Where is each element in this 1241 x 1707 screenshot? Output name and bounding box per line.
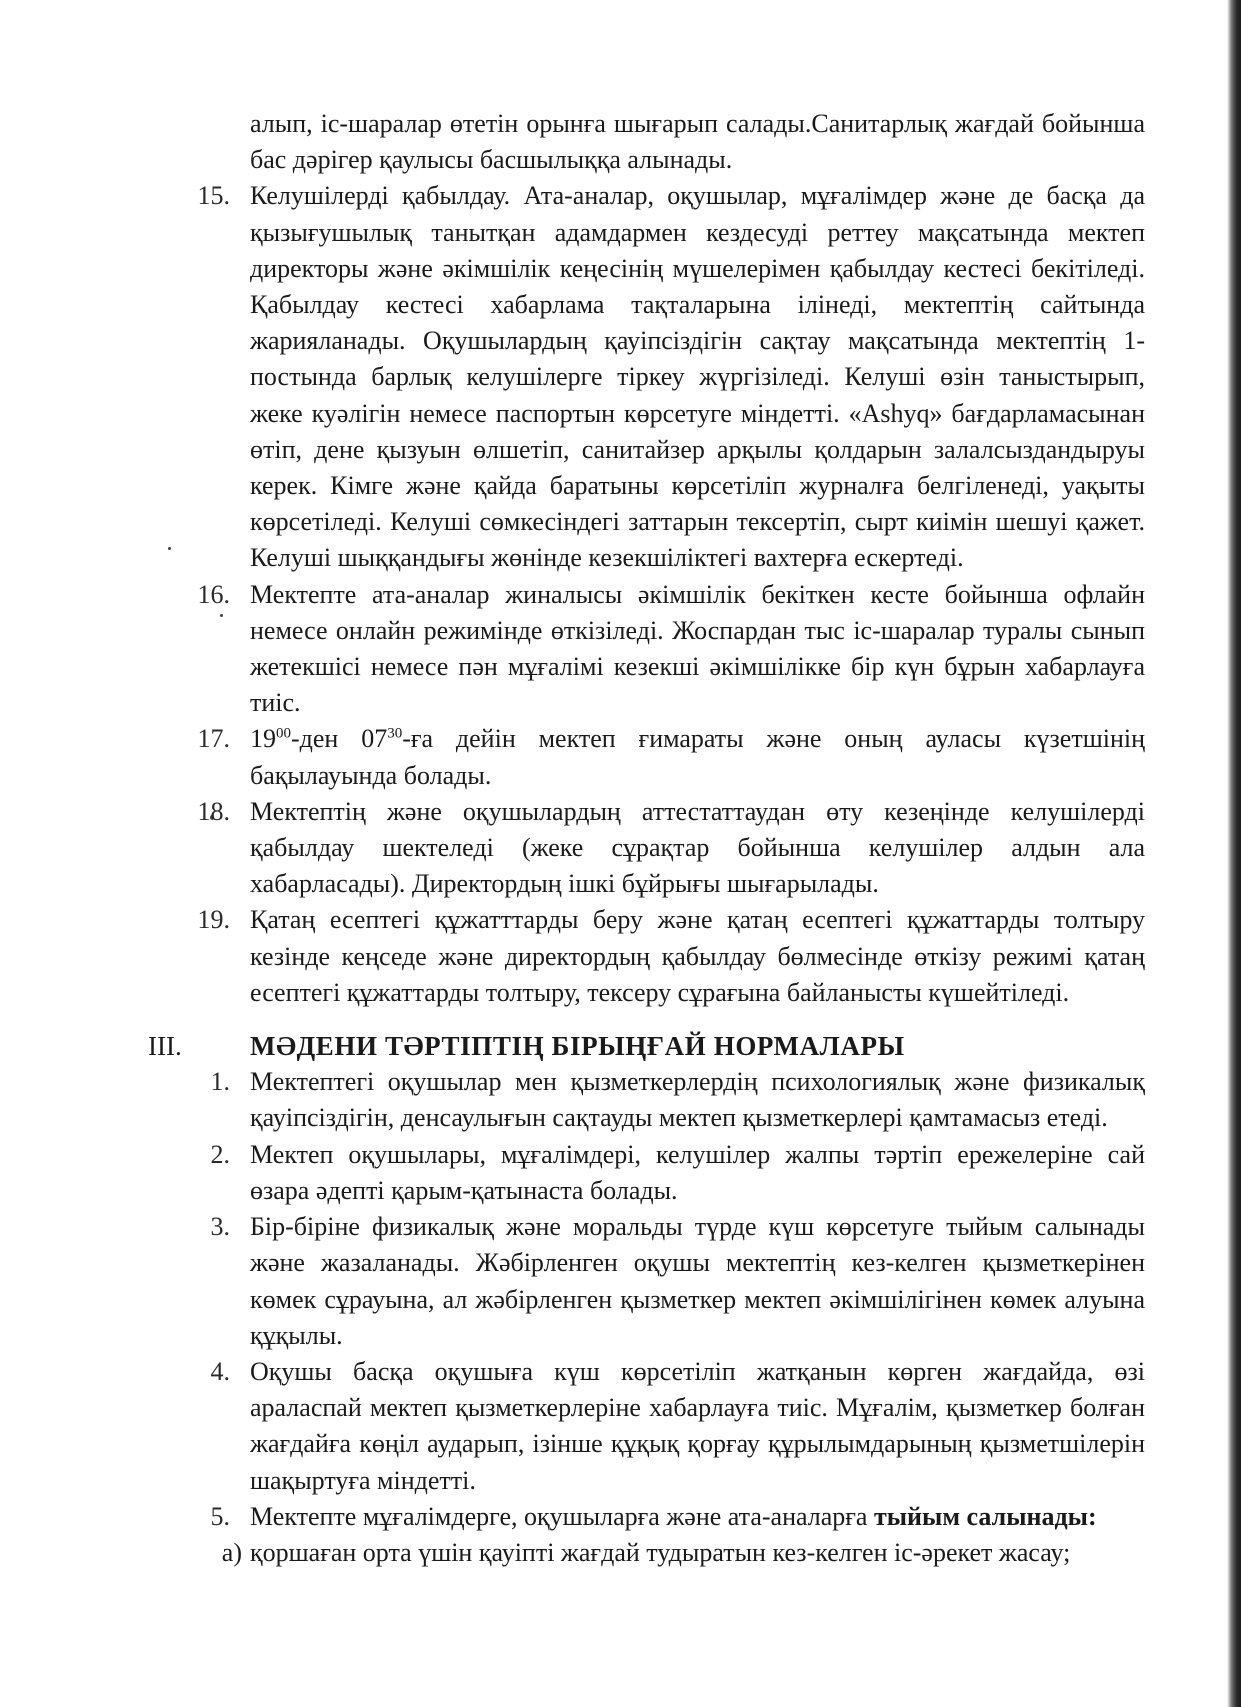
- item-text: [250, 1499, 1145, 1535]
- item-text: Оқушы басқа оқушыға күш көрсетіліп жатқанын көрген жағдайда, өзі араласпай мектеп қызметкерлеріне хабарлауға тиіс. Мұғалім, қызметкер болған жағдайға көңіл аударып, ізінше құқық қорғау құрылымдарының қызметшілерін шақыртуға міндетті.: [250, 1356, 1145, 1495]
- item-text: Қатаң есептегі құжатттарды беру және қатаң есептегі құжаттарды толтыру кезінде кеңседе және директордың қабылдау бөлмесінде өткізу режимі қатаң есептегі құжаттарды толтыру, тексеру сұрағына байланысты күшейтіледі.: [250, 905, 1145, 1007]
- scan-edge: [1227, 0, 1241, 1707]
- item-text: Бір-біріне физикалық және моральды түрде күш көрсетуге тыйым салынады және жазаланады. Жәбірленген оқушы мектептің кез-келген қызметкерінен көмек сұрауына, ал жәбірленген қызметкер мектеп әкімшілігінен көмек алуына құқылы.: [250, 1212, 1145, 1350]
- list-item-5: [160, 1499, 1145, 1535]
- time-start: 19: [250, 724, 276, 754]
- item-text: Мектептегі оқушылар мен қызметкерлердің психологиялық және физикалық қауіпсіздігін, денсаулығын сақтауды мектеп қызметкерлері қамтамасыз етеді.: [250, 1067, 1145, 1133]
- list-item-15: [160, 178, 1145, 576]
- list-item-2: [160, 1137, 1145, 1209]
- item-number: 16.: [197, 579, 230, 609]
- time-middle: -ден 07: [291, 724, 388, 754]
- item-5-bold-text: тыйым салынады:: [873, 1501, 1097, 1531]
- item-number: 3.: [210, 1212, 230, 1242]
- list-item-4: [160, 1354, 1145, 1499]
- list-item-19: [160, 902, 1145, 1011]
- item-number: 17.: [197, 724, 230, 754]
- item-number: 4.: [210, 1356, 230, 1386]
- section-heading: [148, 1028, 1145, 1064]
- sub-item-text: қоршаған орта үшін қауіпті жағдай тудыратын кез-келген іс-әрекет жасау;: [250, 1537, 1071, 1567]
- item-number: 5.: [210, 1501, 230, 1531]
- list-item-18: [160, 794, 1145, 903]
- item-number: 18.: [197, 796, 230, 826]
- item-text: Мектептің және оқушылардың аттестаттаудан өту кезеңінде келушілерді қабылдау шектеледі (жеке сұрақтар бойынша келушілер алдын ала хабарласады). Директордың ішкі бұйрығы шығарылады.: [250, 796, 1145, 899]
- list-item-1: [160, 1064, 1145, 1136]
- item-number: 1.: [210, 1067, 230, 1097]
- section-title: МӘДЕНИ ТӘРТІПТІҢ БІРЫҢҒАЙ НОРМАЛАРЫ: [250, 1031, 905, 1062]
- time-rest: -ға дейін мектеп ғимараты және оның ауласы күзетшінің бақылауында болады.: [250, 724, 1145, 790]
- continuation-paragraph: алып, іс-шаралар өтетін орынға шығарып салады.Санитарлық жағдай бойынша бас дәрігер қаулысы басшылыққа алынады.: [250, 109, 1145, 175]
- section-number: III.: [148, 1031, 182, 1062]
- sub-item-label: а): [221, 1537, 242, 1567]
- item-5-text: Мектепте мұғалімдерге, оқушыларға және ата-аналарға: [250, 1501, 868, 1531]
- sub-item-a: [160, 1535, 1145, 1571]
- item-text: Мектеп оқушылары, мұғалімдері, келушілер жалпы тәртіп ережелеріне сай өзара әдепті қарым-қатынаста болады.: [250, 1139, 1145, 1205]
- list-item-17: [160, 721, 1145, 793]
- document-body: [148, 106, 1145, 1571]
- item-number: 19.: [197, 905, 230, 935]
- item-number: 15.: [197, 181, 230, 211]
- item-text: [250, 721, 1145, 793]
- item-number: 2.: [210, 1139, 230, 1169]
- item-text: Мектепте ата-аналар жиналысы әкімшілік бекіткен кесте бойынша офлайн немесе онлайн режимінде өткізіледі. Жоспардан тыс іс-шаралар туралы сынып жетекшісі немесе пән мұғалімі кезекші әкімшілікке бір күн бұрын хабарлауға тиіс.: [250, 579, 1145, 718]
- time-start-minutes: 00: [276, 725, 291, 742]
- list-item-16: [160, 577, 1145, 722]
- time-end-minutes: 30: [387, 725, 403, 742]
- list-item-3: [160, 1209, 1145, 1354]
- item-text: Келушілерді қабылдау. Ата-аналар, оқушылар, мұғалімдер және де басқа да қызығушылық танытқан адамдармен кездесуді реттеу мақсатында мектеп директоры және әкімшілік кеңесінің мүшелерімен қабылдау кестесі бекітіледі. Қабылдау кестесі хабарлама тақталарына ілінеді, мектептің сайтында жарияланады. Оқушылардың қауіпсіздігін сақтау мақсатында мектептің 1-постында барлық келушілерге тіркеу жүргізіледі. Келуші өзін таныстырып, жеке куәлігін немесе паспортын көрсетуге міндетті. «Ashyq» бағдарламасынан өтіп, дене қызуын өлшетіп, санитайзер арқылы қолдарын залалсыздандыруы керек. Кімге және қайда баратыны көрсетіліп журналға белгіленеді, уақыты көрсетіледі. Келуші сөмкесіндегі заттарын тексертіп, сырт киімін шешуі қажет. Келуші шыққандығы жөнінде кезекшіліктегі вахтерға ескертеді.: [250, 181, 1145, 573]
